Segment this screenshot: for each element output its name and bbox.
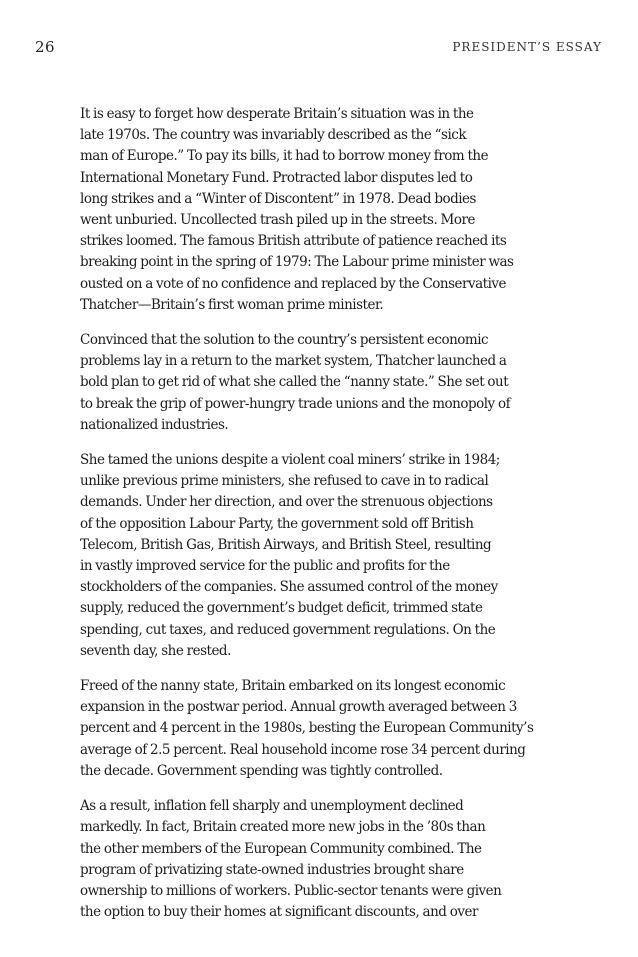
text-line: Freed of the nanny state, Britain embarked on its longest economic bbox=[80, 678, 506, 695]
text-line: nationalized industries. bbox=[80, 416, 229, 433]
text-line: the other members of the European Community combined. The bbox=[80, 840, 482, 857]
text-line: long strikes and a “Winter of Discontent” in 1978. Dead bodies bbox=[80, 190, 476, 207]
text-line: of the opposition Labour Party, the government sold off British bbox=[80, 515, 474, 532]
paragraph-4 bbox=[80, 676, 540, 782]
text-line: unlike previous prime ministers, she refused to cave in to radical bbox=[80, 473, 489, 490]
text-line: strikes loomed. The famous British attribute of patience reached its bbox=[80, 233, 507, 250]
text-line: ousted on a vote of no confidence and replaced by the Conservative bbox=[80, 275, 507, 292]
paragraph-1 bbox=[80, 104, 540, 316]
text-line: went unburied. Uncollected trash piled up in the streets. More bbox=[80, 212, 475, 229]
text-line: seventh day, she rested. bbox=[80, 642, 231, 659]
text-line: It is easy to forget how desperate Britain’s situation was in the bbox=[80, 106, 474, 122]
text-line: International Monetary Fund. Protracted labor disputes led to bbox=[80, 169, 473, 186]
text-line: As a result, inflation fell sharply and unemployment declined bbox=[80, 798, 464, 815]
page-number: 26 bbox=[35, 38, 56, 56]
text-line: spending, cut taxes, and reduced government regulations. On the bbox=[80, 621, 496, 638]
text-line: stockholders of the companies. She assumed control of the money bbox=[80, 579, 498, 596]
text-line: late 1970s. The country was invariably described as the “sick bbox=[80, 127, 467, 144]
text-line: expansion in the postwar period. Annual growth averaged between 3 bbox=[80, 699, 517, 716]
paragraph-2 bbox=[80, 330, 540, 436]
text-line: man of Europe.” To pay its bills, it had to borrow money from the bbox=[80, 148, 489, 165]
text-line: the option to buy their homes at significant discounts, and over bbox=[80, 904, 478, 921]
text-line: Thatcher—Britain’s first woman prime minister. bbox=[80, 296, 384, 313]
text-line: the decade. Government spending was tightly controlled. bbox=[80, 762, 443, 779]
text-line: bold plan to get rid of what she called the “nanny state.” She set out bbox=[80, 374, 509, 391]
text-line: in vastly improved service for the public and profits for the bbox=[80, 558, 450, 575]
essay-body bbox=[80, 104, 540, 937]
text-line: demands. Under her direction, and over the strenuous objections bbox=[80, 494, 493, 511]
text-line: average of 2.5 percent. Real household income rose 34 percent during bbox=[80, 741, 526, 758]
text-line: ownership to millions of workers. Public-sector tenants were given bbox=[80, 882, 502, 899]
text-line: problems lay in a return to the market system, Thatcher launched a bbox=[80, 353, 507, 370]
text-line: She tamed the unions despite a violent coal miners’ strike in 1984; bbox=[80, 452, 500, 469]
paragraph-5 bbox=[80, 796, 540, 923]
text-line: markedly. In fact, Britain created more new jobs in the ’80s than bbox=[80, 819, 486, 836]
text-line: Telecom, British Gas, British Airways, and British Steel, resulting bbox=[80, 536, 492, 553]
text-line: program of privatizing state-owned industries brought share bbox=[80, 861, 464, 878]
text-line: to break the grip of power-hungry trade unions and the monopoly of bbox=[80, 395, 511, 412]
text-line: percent and 4 percent in the 1980s, besting the European Community’s bbox=[80, 720, 534, 737]
paragraph-3 bbox=[80, 450, 540, 662]
text-line: supply, reduced the government’s budget deficit, trimmed state bbox=[80, 600, 483, 617]
text-line: Convinced that the solution to the country’s persistent economic bbox=[80, 332, 489, 349]
text-line: breaking point in the spring of 1979: The Labour prime minister was bbox=[80, 254, 514, 271]
running-head: PRESIDENT’S ESSAY bbox=[452, 40, 602, 54]
